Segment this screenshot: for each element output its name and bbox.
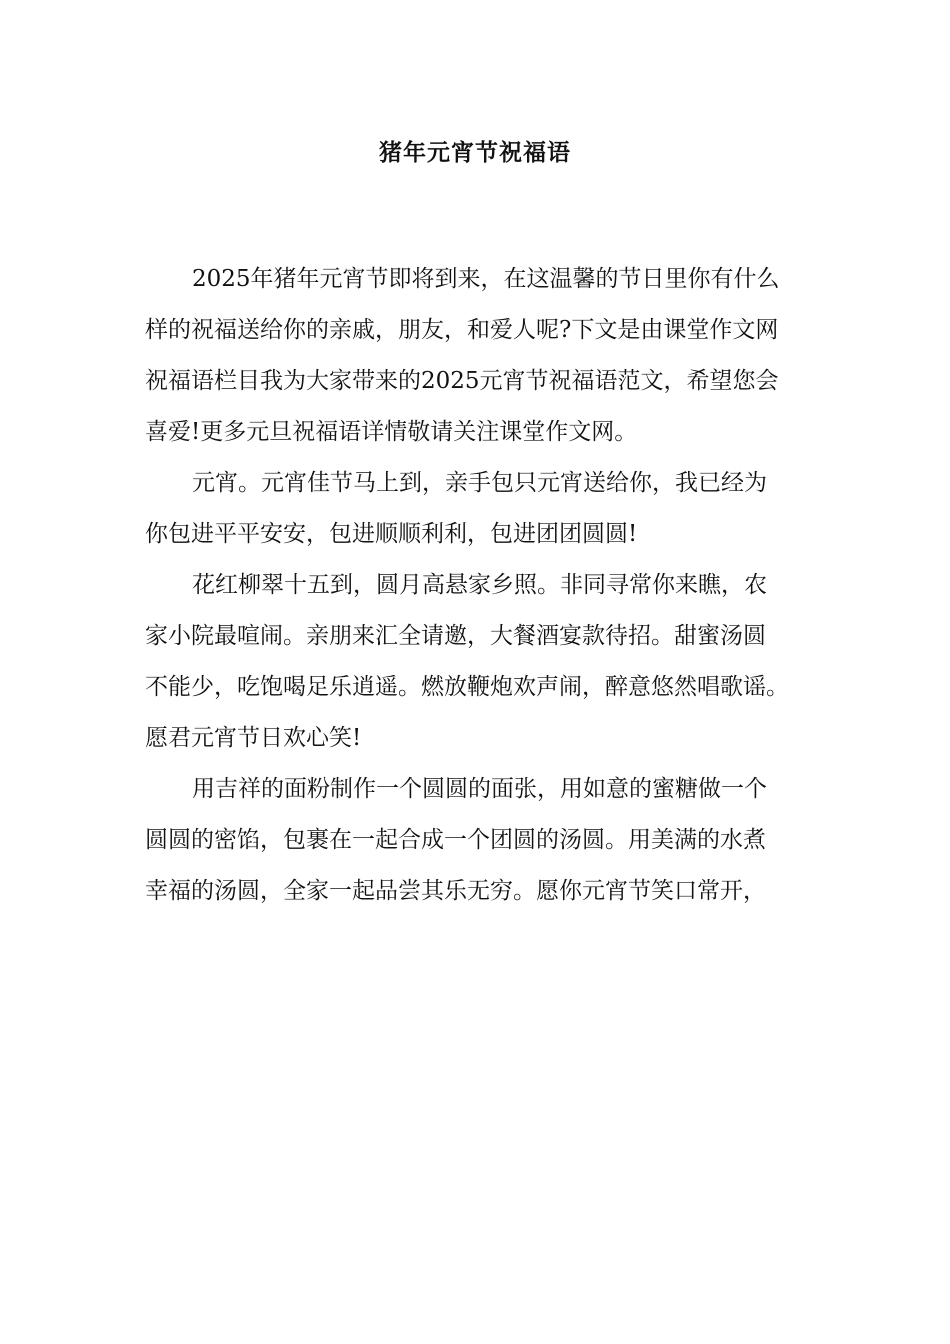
text-line: 不能少，吃饱喝足乐逍遥。燃放鞭炮欢声闹，醉意悠然唱歌谣。	[145, 674, 789, 700]
text-line: 2025年猪年元宵节即将到来，在这温馨的节日里你有什么	[192, 266, 780, 292]
text-line: 祝福语栏目我为大家带来的2025元宵节祝福语范文，希望您会	[145, 368, 779, 394]
text-line: 花红柳翠十五到，圆月高悬家乡照。非同寻常你来瞧，农	[192, 572, 767, 598]
paragraph-1	[145, 254, 825, 458]
text-line: 愿君元宵节日欢心笑!	[145, 725, 362, 751]
paragraph-2	[145, 458, 825, 560]
document-body	[145, 254, 825, 917]
paragraph-4	[145, 764, 825, 917]
text-line: 幸福的汤圆，全家一起品尝其乐无穷。愿你元宵节笑口常开，	[145, 878, 766, 904]
text-line: 元宵。元宵佳节马上到，亲手包只元宵送给你，我已经为	[192, 470, 767, 496]
paragraph-3	[145, 560, 825, 764]
text-line: 喜爱!更多元旦祝福语详情敬请关注课堂作文网。	[145, 419, 638, 445]
text-line: 你包进平平安安，包进顺顺利利，包进团团圆圆!	[145, 521, 638, 547]
text-line: 用吉祥的面粉制作一个圆圆的面张，用如意的蜜糖做一个	[192, 776, 767, 802]
text-line: 圆圆的密馅，包裹在一起合成一个团圆的汤圆。用美满的水煮	[145, 827, 766, 853]
text-line: 样的祝福送给你的亲戚，朋友，和爱人呢?下文是由课堂作文网	[145, 317, 779, 343]
document-title: 猪年元宵节祝福语	[379, 139, 571, 166]
text-line: 家小院最喧闹。亲朋来汇全请邀，大餐酒宴款待招。甜蜜汤圆	[145, 623, 766, 649]
